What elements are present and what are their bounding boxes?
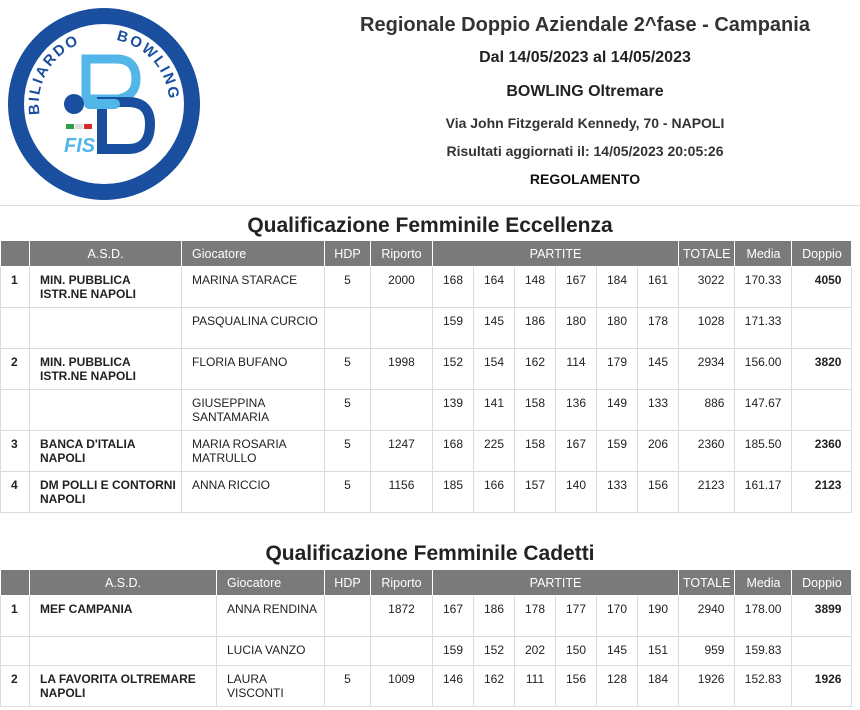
row-game-4: 167 [556,267,597,308]
row-game-3: 162 [515,349,556,390]
row-player: ANNA RICCIO [182,472,325,513]
row-game-4: 114 [556,349,597,390]
row-position [1,308,30,349]
row-game-3: 157 [515,472,556,513]
table-row [1,596,852,637]
row-riporto [371,308,433,349]
table-header-row [1,570,852,596]
row-position [1,637,30,666]
row-doppio: 1926 [792,666,852,707]
row-game-1: 168 [433,267,474,308]
col-doppio: Doppio [792,570,852,596]
row-player: FLORIA BUFANO [182,349,325,390]
row-riporto [371,637,433,666]
row-media: 185.50 [735,431,792,472]
row-position: 4 [1,472,30,513]
row-totale: 2934 [679,349,735,390]
row-game-2: 186 [474,596,515,637]
col-media: Media [735,570,792,596]
row-hdp [325,596,371,637]
row-hdp [325,308,371,349]
row-doppio: 3899 [792,596,852,637]
row-player: ANNA RENDINA [217,596,325,637]
row-game-6: 161 [638,267,679,308]
row-game-3: 178 [515,596,556,637]
tournament-venue: BOWLING Oltremare [506,83,664,100]
row-game-5: 128 [597,666,638,707]
row-game-1: 168 [433,431,474,472]
row-position: 2 [1,666,30,707]
row-riporto: 1998 [371,349,433,390]
row-game-4: 156 [556,666,597,707]
row-doppio [792,390,852,431]
row-totale: 1926 [679,666,735,707]
row-totale: 2360 [679,431,735,472]
svg-text:BILIARDO: BILIARDO [25,31,83,116]
svg-text:BOWLING: BOWLING [115,27,183,102]
table-row [1,431,852,472]
row-player: LAURA VISCONTI [217,666,325,707]
row-game-6: 156 [638,472,679,513]
row-game-6: 190 [638,596,679,637]
row-game-6: 133 [638,390,679,431]
row-asd: MEF CAMPANIA [30,596,217,637]
row-media: 147.67 [735,390,792,431]
row-game-3: 158 [515,390,556,431]
row-doppio: 3820 [792,349,852,390]
row-player: LUCIA VANZO [217,637,325,666]
row-totale: 886 [679,390,735,431]
row-media: 171.33 [735,308,792,349]
row-hdp: 5 [325,666,371,707]
row-game-1: 152 [433,349,474,390]
row-game-1: 167 [433,596,474,637]
row-totale: 2940 [679,596,735,637]
row-riporto [371,390,433,431]
row-game-3: 202 [515,637,556,666]
venue-address: Via John Fitzgerald Kennedy, 70 - NAPOLI [445,115,725,131]
row-player: MARINA STARACE [182,267,325,308]
row-asd: LA FAVORITA OLTREMARE NAPOLI [30,666,217,707]
row-game-5: 145 [597,637,638,666]
row-hdp: 5 [325,431,371,472]
col-hdp: HDP [325,570,371,596]
col-totale: TOTALE [679,570,735,596]
row-hdp: 5 [325,349,371,390]
row-media: 178.00 [735,596,792,637]
section-title-eccellenza: Qualificazione Femminile Eccellenza [247,214,613,237]
row-asd: MIN. PUBBLICA ISTR.NE NAPOLI [30,267,182,308]
col-partite: PARTITE [433,241,679,267]
row-game-5: 133 [597,472,638,513]
row-asd [30,308,182,349]
col-pos [1,570,30,596]
row-position: 3 [1,431,30,472]
row-doppio [792,308,852,349]
row-doppio: 2123 [792,472,852,513]
row-game-3: 158 [515,431,556,472]
col-doppio: Doppio [792,241,852,267]
page-header [0,0,860,205]
row-game-2: 154 [474,349,515,390]
results-table-eccellenza [0,240,852,513]
col-media: Media [735,241,792,267]
svg-text:FIS: FIS [64,135,96,157]
row-game-2: 225 [474,431,515,472]
row-player: MARIA ROSARIA MATRULLO [182,431,325,472]
row-hdp: 5 [325,390,371,431]
row-media: 156.00 [735,349,792,390]
row-riporto: 2000 [371,267,433,308]
col-asd: A.S.D. [30,570,217,596]
row-game-3: 148 [515,267,556,308]
col-asd: A.S.D. [30,241,182,267]
table-row [1,308,852,349]
row-game-2: 166 [474,472,515,513]
tournament-dates: Dal 14/05/2023 al 14/05/2023 [479,49,691,66]
row-doppio: 2360 [792,431,852,472]
row-asd [30,637,217,666]
row-game-5: 179 [597,349,638,390]
row-game-2: 162 [474,666,515,707]
rules-link[interactable]: REGOLAMENTO [529,171,641,187]
row-game-4: 150 [556,637,597,666]
table-header-row [1,241,852,267]
row-position: 2 [1,349,30,390]
row-totale: 1028 [679,308,735,349]
row-riporto: 1872 [371,596,433,637]
row-riporto: 1009 [371,666,433,707]
row-game-1: 146 [433,666,474,707]
row-totale: 2123 [679,472,735,513]
row-asd [30,390,182,431]
fisb-logo [4,4,204,204]
row-hdp [325,637,371,666]
col-hdp: HDP [325,241,371,267]
row-game-2: 141 [474,390,515,431]
row-game-3: 186 [515,308,556,349]
table-row [1,472,852,513]
col-totale: TOTALE [679,241,735,267]
row-game-1: 185 [433,472,474,513]
row-game-4: 177 [556,596,597,637]
row-game-2: 164 [474,267,515,308]
row-game-5: 180 [597,308,638,349]
row-doppio [792,637,852,666]
row-asd: DM POLLI E CONTORNI NAPOLI [30,472,182,513]
col-player: Giocatore [217,570,325,596]
col-player: Giocatore [182,241,325,267]
row-media: 159.83 [735,637,792,666]
last-updated: Risultati aggiornati il: 14/05/2023 20:05:26 [446,143,724,159]
row-game-5: 159 [597,431,638,472]
row-game-6: 184 [638,666,679,707]
col-riporto: Riporto [371,241,433,267]
row-game-6: 178 [638,308,679,349]
row-position: 1 [1,267,30,308]
section-title-cadetti: Qualificazione Femminile Cadetti [265,542,595,565]
table-row [1,349,852,390]
row-game-1: 159 [433,308,474,349]
row-game-5: 149 [597,390,638,431]
row-game-6: 151 [638,637,679,666]
row-doppio: 4050 [792,267,852,308]
row-asd: MIN. PUBBLICA ISTR.NE NAPOLI [30,349,182,390]
col-pos [1,241,30,267]
header-divider [0,205,860,206]
row-riporto: 1156 [371,472,433,513]
row-game-3: 111 [515,666,556,707]
row-game-2: 152 [474,637,515,666]
row-hdp: 5 [325,267,371,308]
row-position: 1 [1,596,30,637]
col-riporto: Riporto [371,570,433,596]
tournament-info [310,10,860,190]
row-riporto: 1247 [371,431,433,472]
row-game-4: 136 [556,390,597,431]
row-hdp: 5 [325,472,371,513]
col-partite: PARTITE [433,570,679,596]
table-row [1,666,852,707]
row-totale: 3022 [679,267,735,308]
table-row [1,267,852,308]
row-game-6: 145 [638,349,679,390]
row-player: GIUSEPPINA SANTAMARIA [182,390,325,431]
tournament-title: Regionale Doppio Aziendale 2^fase - Campania [360,14,810,36]
table-row [1,390,852,431]
table-row [1,637,852,666]
row-position [1,390,30,431]
row-media: 170.33 [735,267,792,308]
row-game-4: 180 [556,308,597,349]
row-game-5: 184 [597,267,638,308]
results-table-cadetti [0,569,852,707]
row-game-1: 159 [433,637,474,666]
row-game-4: 140 [556,472,597,513]
row-game-1: 139 [433,390,474,431]
row-media: 152.83 [735,666,792,707]
row-game-2: 145 [474,308,515,349]
row-totale: 959 [679,637,735,666]
row-game-4: 167 [556,431,597,472]
row-media: 161.17 [735,472,792,513]
row-player: PASQUALINA CURCIO [182,308,325,349]
row-game-5: 170 [597,596,638,637]
row-game-6: 206 [638,431,679,472]
row-asd: BANCA D'ITALIA NAPOLI [30,431,182,472]
